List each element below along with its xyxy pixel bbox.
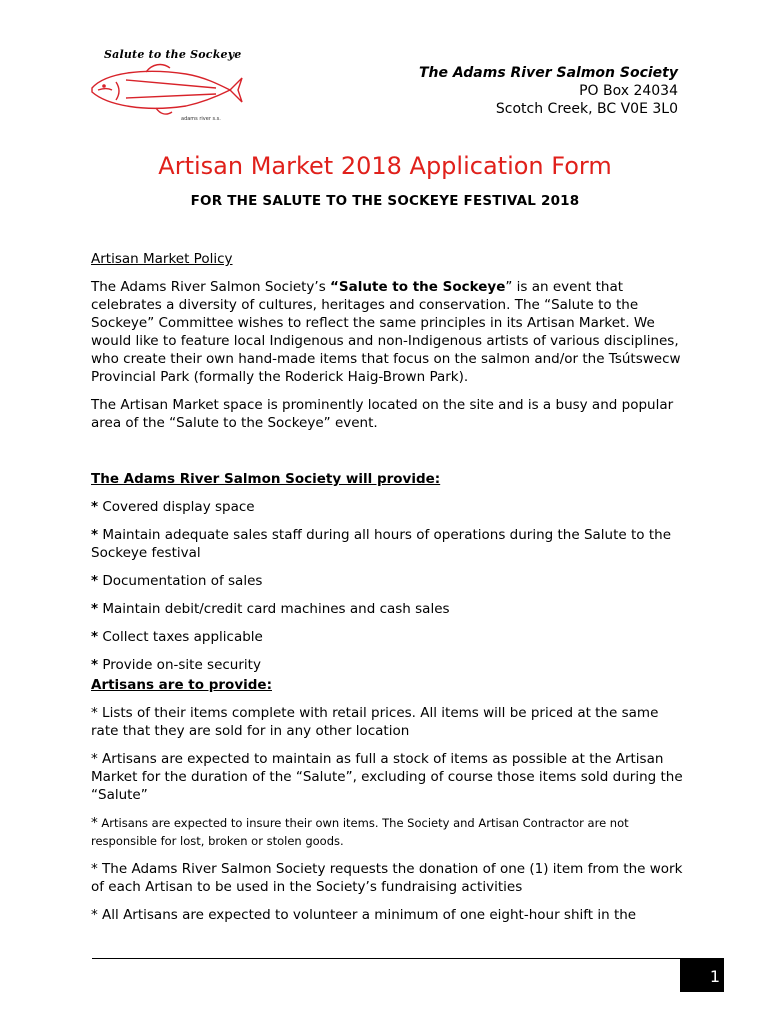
list-item: * Provide on-site security	[91, 657, 261, 673]
city-postal: Scotch Creek, BC V0E 3L0	[495, 101, 678, 117]
list-item-text: Covered display space	[102, 499, 255, 515]
policy-heading: Artisan Market Policy	[91, 251, 233, 267]
list-item: * Collect taxes applicable	[91, 629, 263, 645]
list-item: * Maintain adequate sales staff during all hours of operations during the Salute to the Sockeye festival	[91, 527, 671, 561]
document-body	[91, 250, 683, 934]
society-name: The Adams River Salmon Society	[418, 65, 678, 81]
list-item: * Covered display space	[91, 499, 255, 515]
policy-paragraph-1	[91, 278, 683, 386]
form-subtitle: FOR THE SALUTE TO THE SOCKEYE FESTIVAL 2018	[190, 193, 580, 209]
list-item-text: Maintain adequate sales staff during all hours of operations during the Salute to the Sockeye festival	[91, 527, 671, 561]
po-box: PO Box 24034	[579, 83, 678, 99]
list-item: * Documentation of sales	[91, 573, 263, 589]
policy-p1-pre: The Adams River Salmon Society’s	[91, 279, 331, 295]
society-provides-heading: The Adams River Salmon Society will provide:	[91, 471, 441, 487]
list-item-text: Collect taxes applicable	[102, 629, 263, 645]
logo-title: Salute to the Sockeye	[104, 48, 242, 61]
salute-to-the-sockeye-logo	[86, 46, 246, 130]
salmon-icon	[86, 62, 246, 122]
policy-p1-bold: “Salute to the Sockeye	[330, 279, 506, 295]
list-item: * Lists of their items complete with retail prices. All items will be priced at the same rate that they are sold for in any other location	[91, 705, 659, 739]
logo-caption: adams river s.s.	[181, 116, 221, 122]
list-item: * Maintain debit/credit card machines and cash sales	[91, 601, 450, 617]
list-item: * Artisans are expected to maintain as full a stock of items as possible at the Artisan Market for the duration of the “Salute”, excluding of course those items sold during the “Salute”	[91, 751, 683, 803]
list-item-text: Documentation of sales	[102, 573, 263, 589]
address-block	[419, 64, 678, 118]
artisans-provide-heading: Artisans are to provide:	[91, 677, 272, 693]
list-item: * The Adams River Salmon Society requests the donation of one (1) item from the work of each Artisan to be used in the Society’s fundraising activities	[91, 861, 683, 895]
page-number-box	[680, 958, 724, 992]
list-item: * All Artisans are expected to volunteer a minimum of one eight-hour shift in the	[91, 907, 637, 923]
list-item-text: Artisans are expected to insure their own items. The Society and Artisan Contractor are not responsible for lost, broken or stolen goods.	[91, 816, 629, 848]
policy-paragraph-2: The Artisan Market space is prominently located on the site and is a busy and popular area of the “Salute to the Sockeye” event.	[91, 397, 674, 431]
list-item-text: Maintain debit/credit card machines and cash sales	[102, 601, 450, 617]
form-title: Artisan Market 2018 Application Form	[158, 152, 612, 180]
list-item: * Artisans are expected to insure their own items. The Society and Artisan Contractor are not responsible for lost, broken or stolen goods.	[91, 815, 629, 848]
list-item-text: Provide on-site security	[102, 657, 261, 673]
page-number: 1	[709, 967, 720, 986]
footer-rule	[92, 958, 680, 959]
policy-p1-post: ” is an event that celebrates a diversity of cultures, heritages and conservation. The “Salute to the Sockeye” Committee wishes to reflect the same principles in its Artisan Market. We would like to feature local Indigenous and non-Indigenous artists of various disciplines, who create their own hand-made items that focus on the salmon and/or the Tsútswecw Provincial Park (formally the Roderick Haig-Brown Park).	[91, 279, 681, 385]
